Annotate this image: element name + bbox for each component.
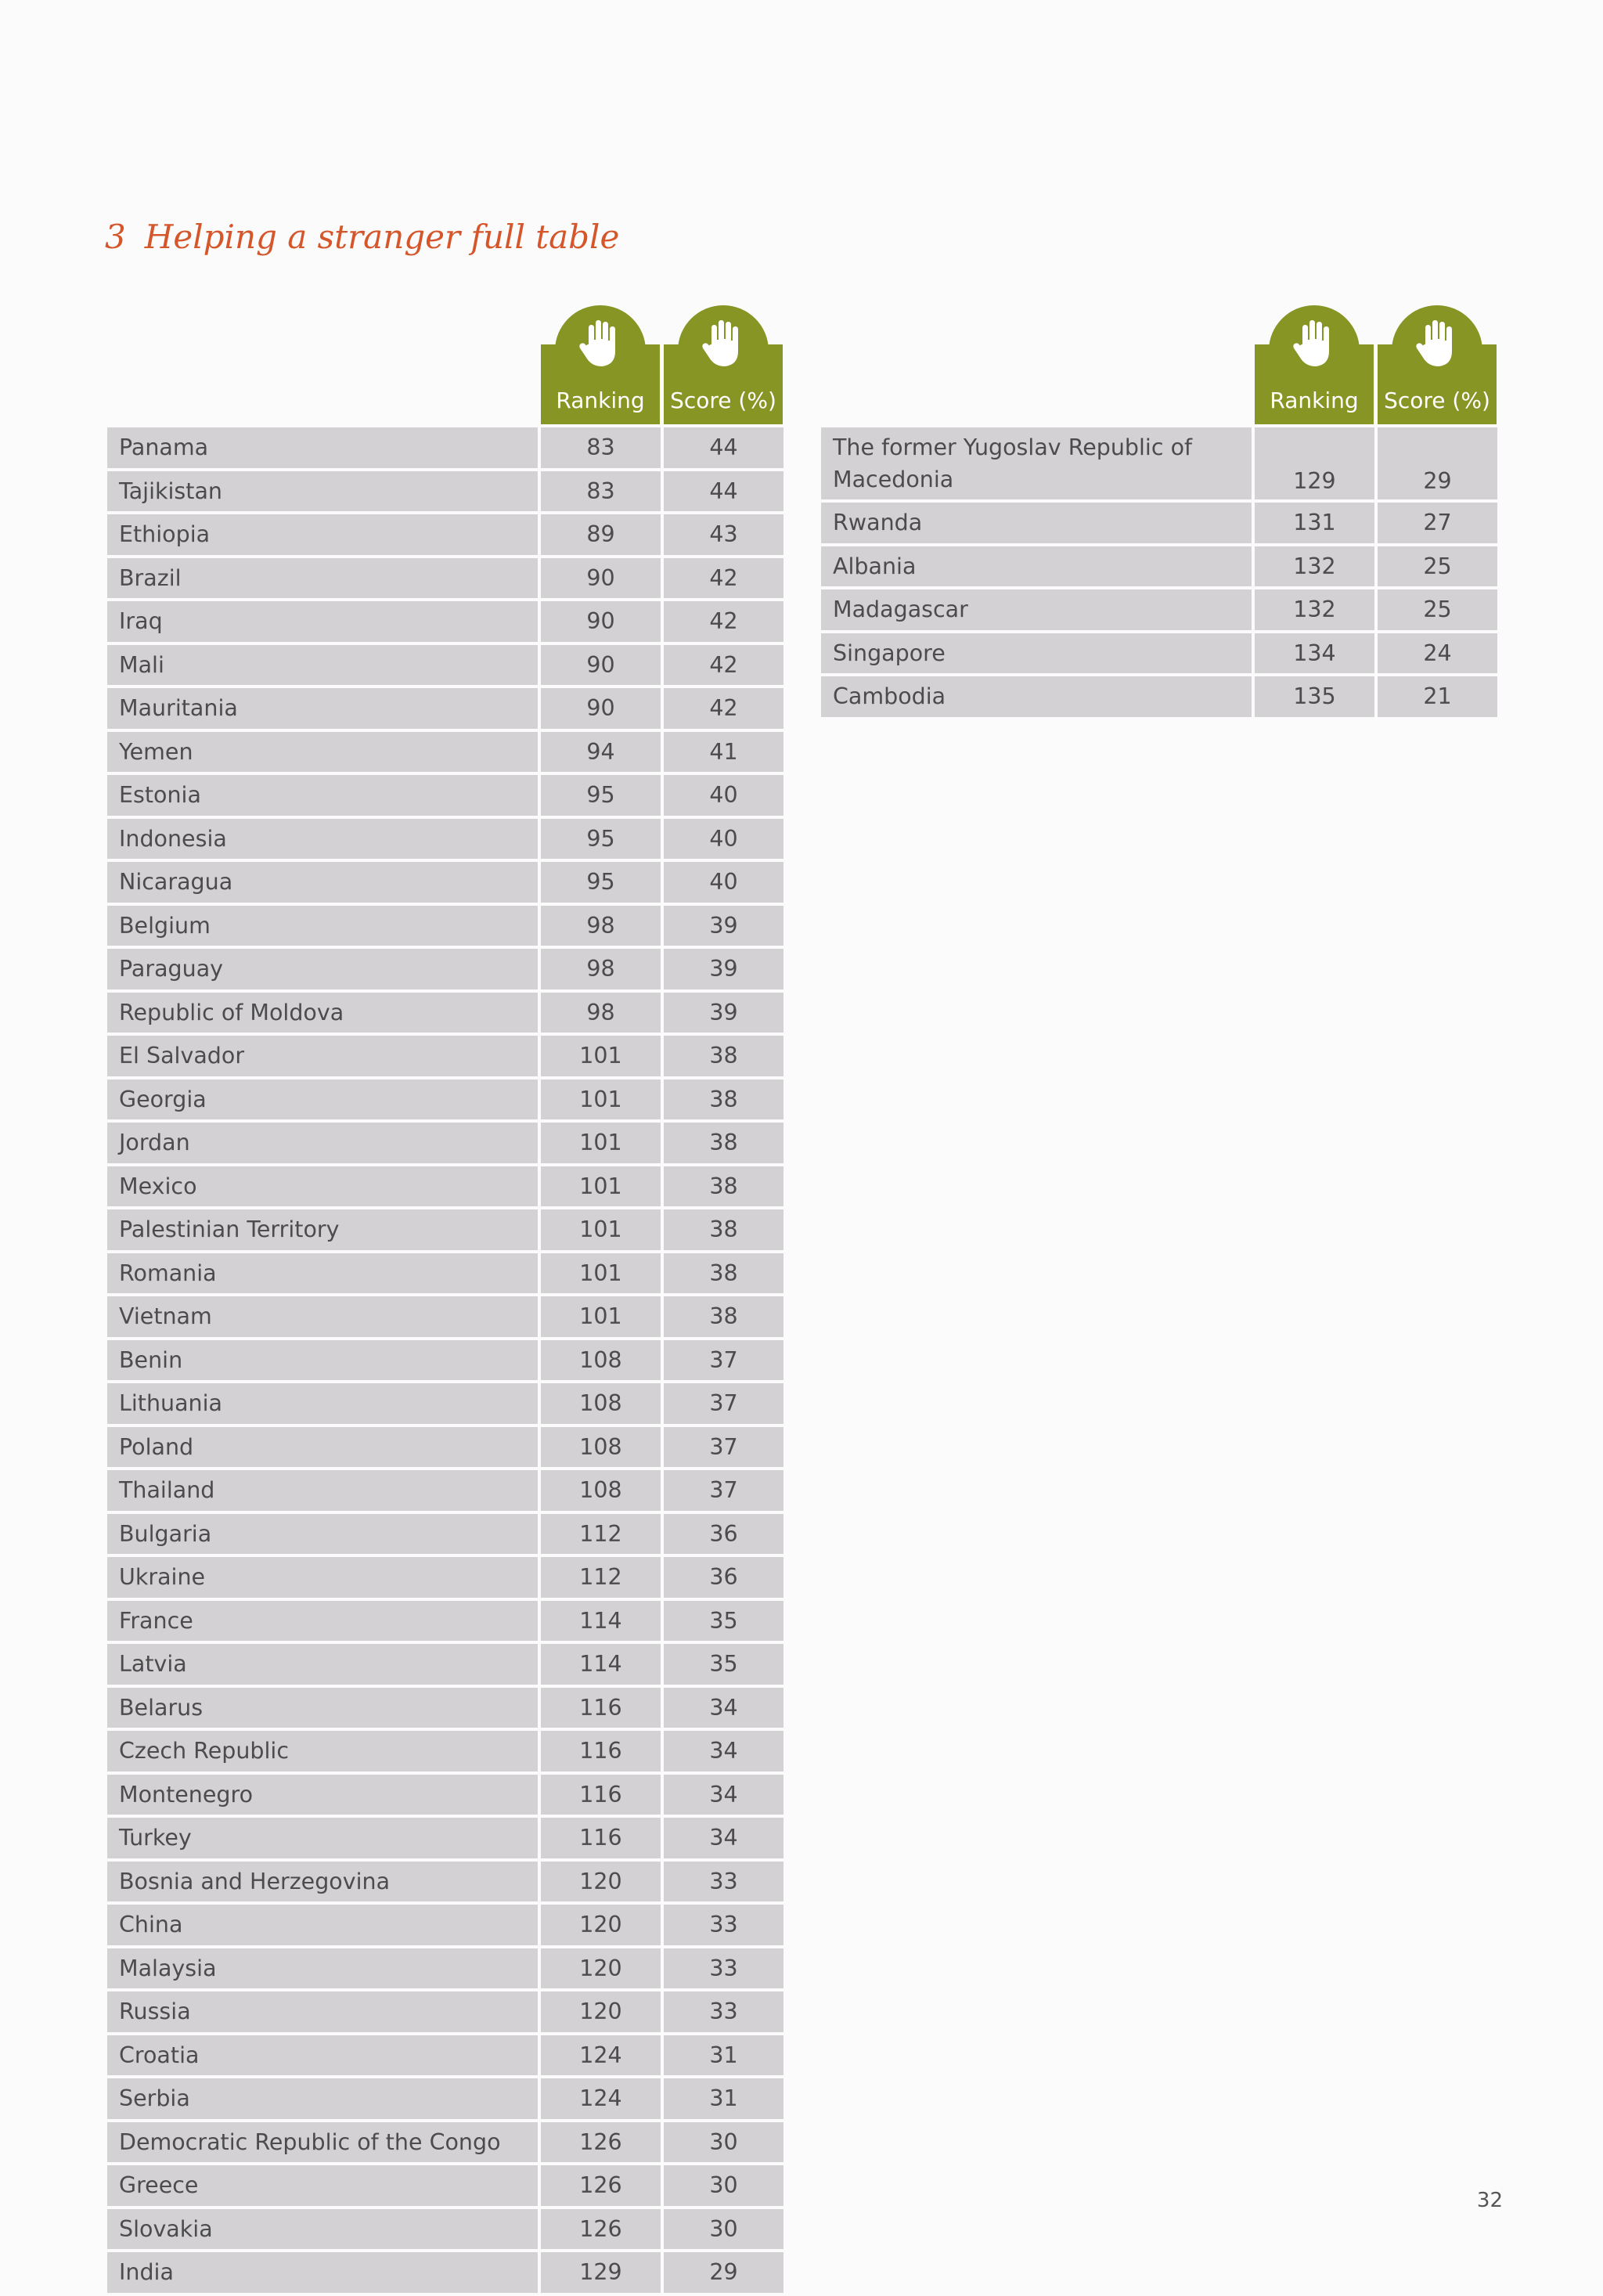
country-cell: Iraq: [107, 601, 538, 642]
table-row: [107, 1209, 783, 1250]
raised-hand-icon: [1269, 305, 1360, 384]
ranking-cell: 108: [541, 1427, 661, 1468]
table-row: [107, 2209, 783, 2250]
table-row: [107, 732, 783, 773]
country-cell: Mexico: [107, 1166, 538, 1207]
country-cell: Belgium: [107, 906, 538, 946]
ranking-table-left: [107, 305, 783, 2296]
table-row: [107, 601, 783, 642]
country-cell: Bulgaria: [107, 1514, 538, 1555]
ranking-column-header: [1255, 344, 1374, 424]
country-cell: Malaysia: [107, 1948, 538, 1989]
score-cell: 39: [664, 993, 783, 1033]
score-cell: 39: [664, 949, 783, 989]
score-cell: 34: [664, 1818, 783, 1858]
table-row: [107, 471, 783, 512]
ranking-cell: 90: [541, 688, 661, 729]
ranking-cell: 124: [541, 2035, 661, 2076]
score-cell: 44: [664, 471, 783, 512]
score-cell: 33: [664, 1862, 783, 1902]
table-row: [107, 1470, 783, 1511]
table-row: [821, 427, 1498, 499]
score-cell: 34: [664, 1731, 783, 1772]
country-cell: Poland: [107, 1427, 538, 1468]
score-cell: 37: [664, 1340, 783, 1381]
ranking-cell: 112: [541, 1557, 661, 1598]
table-row: [821, 676, 1498, 717]
ranking-cell: 120: [541, 1862, 661, 1902]
table-header: [821, 305, 1498, 424]
table-row: [107, 949, 783, 989]
table-body: [107, 427, 783, 2293]
table-row: [107, 2252, 783, 2293]
table-row: [107, 1818, 783, 1858]
country-cell: Romania: [107, 1253, 538, 1294]
ranking-cell: 134: [1255, 633, 1374, 674]
score-cell: 38: [664, 1296, 783, 1337]
table-row: [107, 1601, 783, 1642]
table-row: [107, 1253, 783, 1294]
table-row: [107, 1296, 783, 1337]
ranking-cell: 132: [1255, 589, 1374, 630]
ranking-cell: 101: [541, 1166, 661, 1207]
ranking-cell: 116: [541, 1775, 661, 1815]
table-row: [107, 993, 783, 1033]
ranking-cell: 101: [541, 1209, 661, 1250]
score-cell: 34: [664, 1775, 783, 1815]
score-column-header: [664, 344, 783, 424]
table-row: [107, 427, 783, 468]
table-row: [107, 645, 783, 686]
score-cell: 31: [664, 2078, 783, 2119]
ranking-cell: 101: [541, 1080, 661, 1120]
table-row: [107, 1905, 783, 1945]
ranking-cell: 108: [541, 1383, 661, 1424]
country-cell: Cambodia: [821, 676, 1252, 717]
table-row: [821, 546, 1498, 587]
score-cell: 40: [664, 819, 783, 860]
table-row: [107, 1080, 783, 1120]
ranking-cell: 98: [541, 949, 661, 989]
ranking-cell: 116: [541, 1731, 661, 1772]
ranking-cell: 135: [1255, 676, 1374, 717]
country-cell: Vietnam: [107, 1296, 538, 1337]
table-row: [107, 1123, 783, 1163]
section-title-text: Helping a stranger full table: [144, 218, 620, 256]
table-row: [107, 1340, 783, 1381]
section-number: 3: [105, 218, 126, 256]
ranking-table-right: [821, 305, 1498, 720]
score-cell: 30: [664, 2209, 783, 2250]
country-cell: Russia: [107, 1991, 538, 2032]
ranking-cell: 90: [541, 601, 661, 642]
score-column-header: [1378, 344, 1497, 424]
table-row: [107, 1775, 783, 1815]
ranking-cell: 90: [541, 558, 661, 599]
table-row: [107, 1862, 783, 1902]
ranking-cell: 108: [541, 1340, 661, 1381]
table-row: [107, 1948, 783, 1989]
ranking-column-header: [541, 344, 660, 424]
ranking-cell: 95: [541, 775, 661, 816]
score-cell: 37: [664, 1470, 783, 1511]
score-cell: 38: [664, 1166, 783, 1207]
score-cell: 38: [664, 1080, 783, 1120]
country-cell: Republic of Moldova: [107, 993, 538, 1033]
country-cell: Serbia: [107, 2078, 538, 2119]
ranking-cell: 116: [541, 1688, 661, 1728]
score-cell: 35: [664, 1644, 783, 1685]
country-cell: Georgia: [107, 1080, 538, 1120]
table-body: [821, 427, 1498, 717]
country-cell: Estonia: [107, 775, 538, 816]
raised-hand-icon: [678, 305, 769, 384]
score-cell: 38: [664, 1209, 783, 1250]
ranking-cell: 83: [541, 471, 661, 512]
ranking-header-label: Ranking: [556, 387, 645, 413]
table-row: [107, 1644, 783, 1685]
score-cell: 44: [664, 427, 783, 468]
table-row: [107, 1514, 783, 1555]
country-cell: China: [107, 1905, 538, 1945]
ranking-cell: 94: [541, 732, 661, 773]
table-row: [107, 1427, 783, 1468]
table-header: [107, 305, 783, 424]
table-row: [107, 1731, 783, 1772]
country-cell: Brazil: [107, 558, 538, 599]
ranking-cell: 126: [541, 2122, 661, 2163]
score-cell: 40: [664, 775, 783, 816]
raised-hand-icon: [555, 305, 646, 384]
ranking-cell: 114: [541, 1601, 661, 1642]
score-cell: 30: [664, 2165, 783, 2206]
table-row: [107, 2165, 783, 2206]
score-cell: 33: [664, 1905, 783, 1945]
country-cell: Mauritania: [107, 688, 538, 729]
ranking-cell: 83: [541, 427, 661, 468]
score-cell: 35: [664, 1601, 783, 1642]
page-number: 32: [1476, 2189, 1503, 2212]
ranking-cell: 114: [541, 1644, 661, 1685]
country-cell: The former Yugoslav Republic of Macedonia: [821, 427, 1252, 499]
ranking-cell: 129: [1255, 427, 1374, 499]
country-cell: Indonesia: [107, 819, 538, 860]
country-cell: Ukraine: [107, 1557, 538, 1598]
country-cell: Croatia: [107, 2035, 538, 2076]
country-cell: Mali: [107, 645, 538, 686]
country-cell: Tajikistan: [107, 471, 538, 512]
ranking-cell: 108: [541, 1470, 661, 1511]
country-cell: Nicaragua: [107, 862, 538, 903]
table-row: [107, 906, 783, 946]
table-row: [821, 633, 1498, 674]
country-cell: Paraguay: [107, 949, 538, 989]
ranking-cell: 98: [541, 993, 661, 1033]
ranking-header-label: Ranking: [1270, 387, 1359, 413]
country-cell: Yemen: [107, 732, 538, 773]
country-cell: El Salvador: [107, 1036, 538, 1076]
table-row: [107, 514, 783, 555]
country-cell: Latvia: [107, 1644, 538, 1685]
score-cell: 29: [664, 2252, 783, 2293]
ranking-cell: 98: [541, 906, 661, 946]
raised-hand-icon: [1392, 305, 1482, 384]
score-cell: 30: [664, 2122, 783, 2163]
country-cell: Jordan: [107, 1123, 538, 1163]
score-cell: 24: [1378, 633, 1497, 674]
table-row: [107, 2078, 783, 2119]
score-cell: 42: [664, 558, 783, 599]
table-row: [107, 1557, 783, 1598]
country-cell: Panama: [107, 427, 538, 468]
table-row: [107, 775, 783, 816]
country-cell: Czech Republic: [107, 1731, 538, 1772]
ranking-cell: 101: [541, 1123, 661, 1163]
country-cell: Belarus: [107, 1688, 538, 1728]
score-cell: 31: [664, 2035, 783, 2076]
ranking-cell: 120: [541, 1948, 661, 1989]
table-row: [107, 1383, 783, 1424]
country-cell: Lithuania: [107, 1383, 538, 1424]
table-row: [821, 589, 1498, 630]
score-cell: 29: [1378, 427, 1497, 499]
table-row: [107, 1166, 783, 1207]
ranking-cell: 124: [541, 2078, 661, 2119]
score-cell: 25: [1378, 546, 1497, 587]
score-header-label: Score (%): [1384, 387, 1490, 413]
table-row: [821, 503, 1498, 543]
country-cell: Thailand: [107, 1470, 538, 1511]
ranking-cell: 101: [541, 1296, 661, 1337]
ranking-cell: 131: [1255, 503, 1374, 543]
country-cell: Democratic Republic of the Congo: [107, 2122, 538, 2163]
score-cell: 27: [1378, 503, 1497, 543]
ranking-cell: 101: [541, 1036, 661, 1076]
country-cell: Benin: [107, 1340, 538, 1381]
score-cell: 42: [664, 645, 783, 686]
ranking-cell: 120: [541, 1905, 661, 1945]
score-cell: 38: [664, 1253, 783, 1294]
ranking-cell: 126: [541, 2209, 661, 2250]
country-cell: Madagascar: [821, 589, 1252, 630]
country-cell: Bosnia and Herzegovina: [107, 1862, 538, 1902]
score-cell: 36: [664, 1557, 783, 1598]
ranking-cell: 126: [541, 2165, 661, 2206]
score-cell: 33: [664, 1948, 783, 1989]
score-cell: 37: [664, 1383, 783, 1424]
score-cell: 37: [664, 1427, 783, 1468]
country-cell: Montenegro: [107, 1775, 538, 1815]
ranking-cell: 101: [541, 1253, 661, 1294]
score-cell: 41: [664, 732, 783, 773]
score-cell: 34: [664, 1688, 783, 1728]
score-cell: 36: [664, 1514, 783, 1555]
country-cell: Ethiopia: [107, 514, 538, 555]
score-cell: 43: [664, 514, 783, 555]
table-row: [107, 558, 783, 599]
page-title: [105, 218, 619, 256]
table-row: [107, 819, 783, 860]
score-cell: 21: [1378, 676, 1497, 717]
score-cell: 38: [664, 1036, 783, 1076]
ranking-cell: 95: [541, 819, 661, 860]
country-cell: Singapore: [821, 633, 1252, 674]
ranking-cell: 90: [541, 645, 661, 686]
country-cell: France: [107, 1601, 538, 1642]
country-cell: Greece: [107, 2165, 538, 2206]
score-cell: 42: [664, 601, 783, 642]
country-cell: Palestinian Territory: [107, 1209, 538, 1250]
score-cell: 25: [1378, 589, 1497, 630]
score-cell: 33: [664, 1991, 783, 2032]
ranking-cell: 95: [541, 862, 661, 903]
country-cell: Slovakia: [107, 2209, 538, 2250]
score-cell: 38: [664, 1123, 783, 1163]
table-row: [107, 688, 783, 729]
table-row: [107, 1036, 783, 1076]
country-cell: Rwanda: [821, 503, 1252, 543]
ranking-cell: 89: [541, 514, 661, 555]
ranking-cell: 120: [541, 1991, 661, 2032]
table-row: [107, 1688, 783, 1728]
score-cell: 42: [664, 688, 783, 729]
table-row: [107, 2035, 783, 2076]
table-row: [107, 1991, 783, 2032]
ranking-cell: 112: [541, 1514, 661, 1555]
table-row: [107, 2122, 783, 2163]
score-header-label: Score (%): [670, 387, 776, 413]
ranking-cell: 116: [541, 1818, 661, 1858]
country-cell: India: [107, 2252, 538, 2293]
table-row: [107, 862, 783, 903]
score-cell: 40: [664, 862, 783, 903]
ranking-cell: 129: [541, 2252, 661, 2293]
ranking-cell: 132: [1255, 546, 1374, 587]
score-cell: 39: [664, 906, 783, 946]
country-cell: Turkey: [107, 1818, 538, 1858]
country-cell: Albania: [821, 546, 1252, 587]
